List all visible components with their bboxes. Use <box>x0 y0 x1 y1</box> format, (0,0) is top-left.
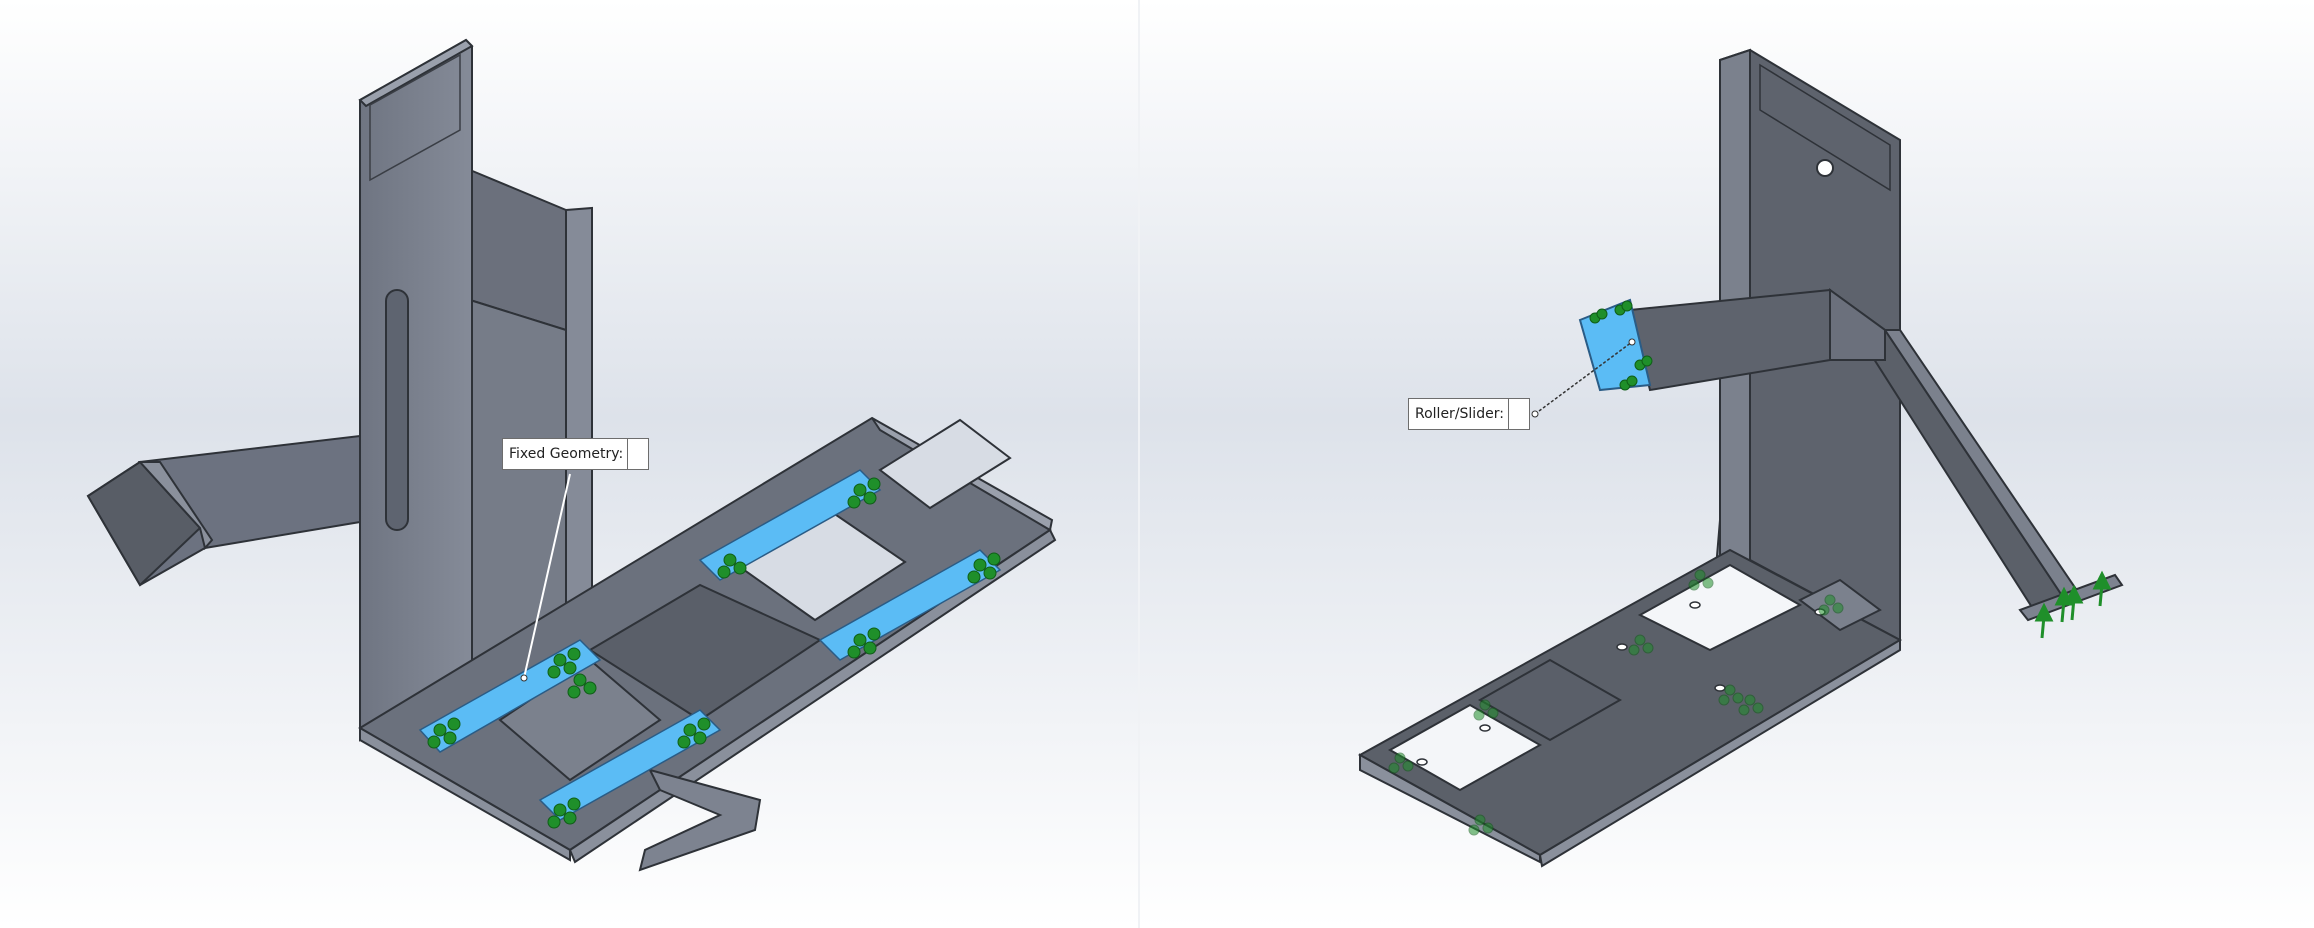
mounting-hole <box>1817 160 1833 176</box>
leader-anchor <box>521 675 527 681</box>
fixed-geometry-label-text: Fixed Geometry: <box>509 446 624 462</box>
right-model-canvas[interactable] <box>1140 0 2314 928</box>
leader-anchor <box>1532 411 1538 417</box>
leader-anchor <box>1629 339 1635 345</box>
slot-cutout <box>386 290 408 530</box>
vertical-plate[interactable] <box>360 40 472 740</box>
label-value-slot[interactable] <box>627 439 648 469</box>
label-value-slot[interactable] <box>1508 399 1529 429</box>
roller-slider-label[interactable] <box>1408 398 1530 430</box>
roller-slider-label-text: Roller/Slider: <box>1415 406 1504 422</box>
fixed-geometry-label[interactable] <box>502 438 649 470</box>
left-viewport[interactable] <box>0 0 1138 928</box>
right-viewport[interactable] <box>1140 0 2314 928</box>
